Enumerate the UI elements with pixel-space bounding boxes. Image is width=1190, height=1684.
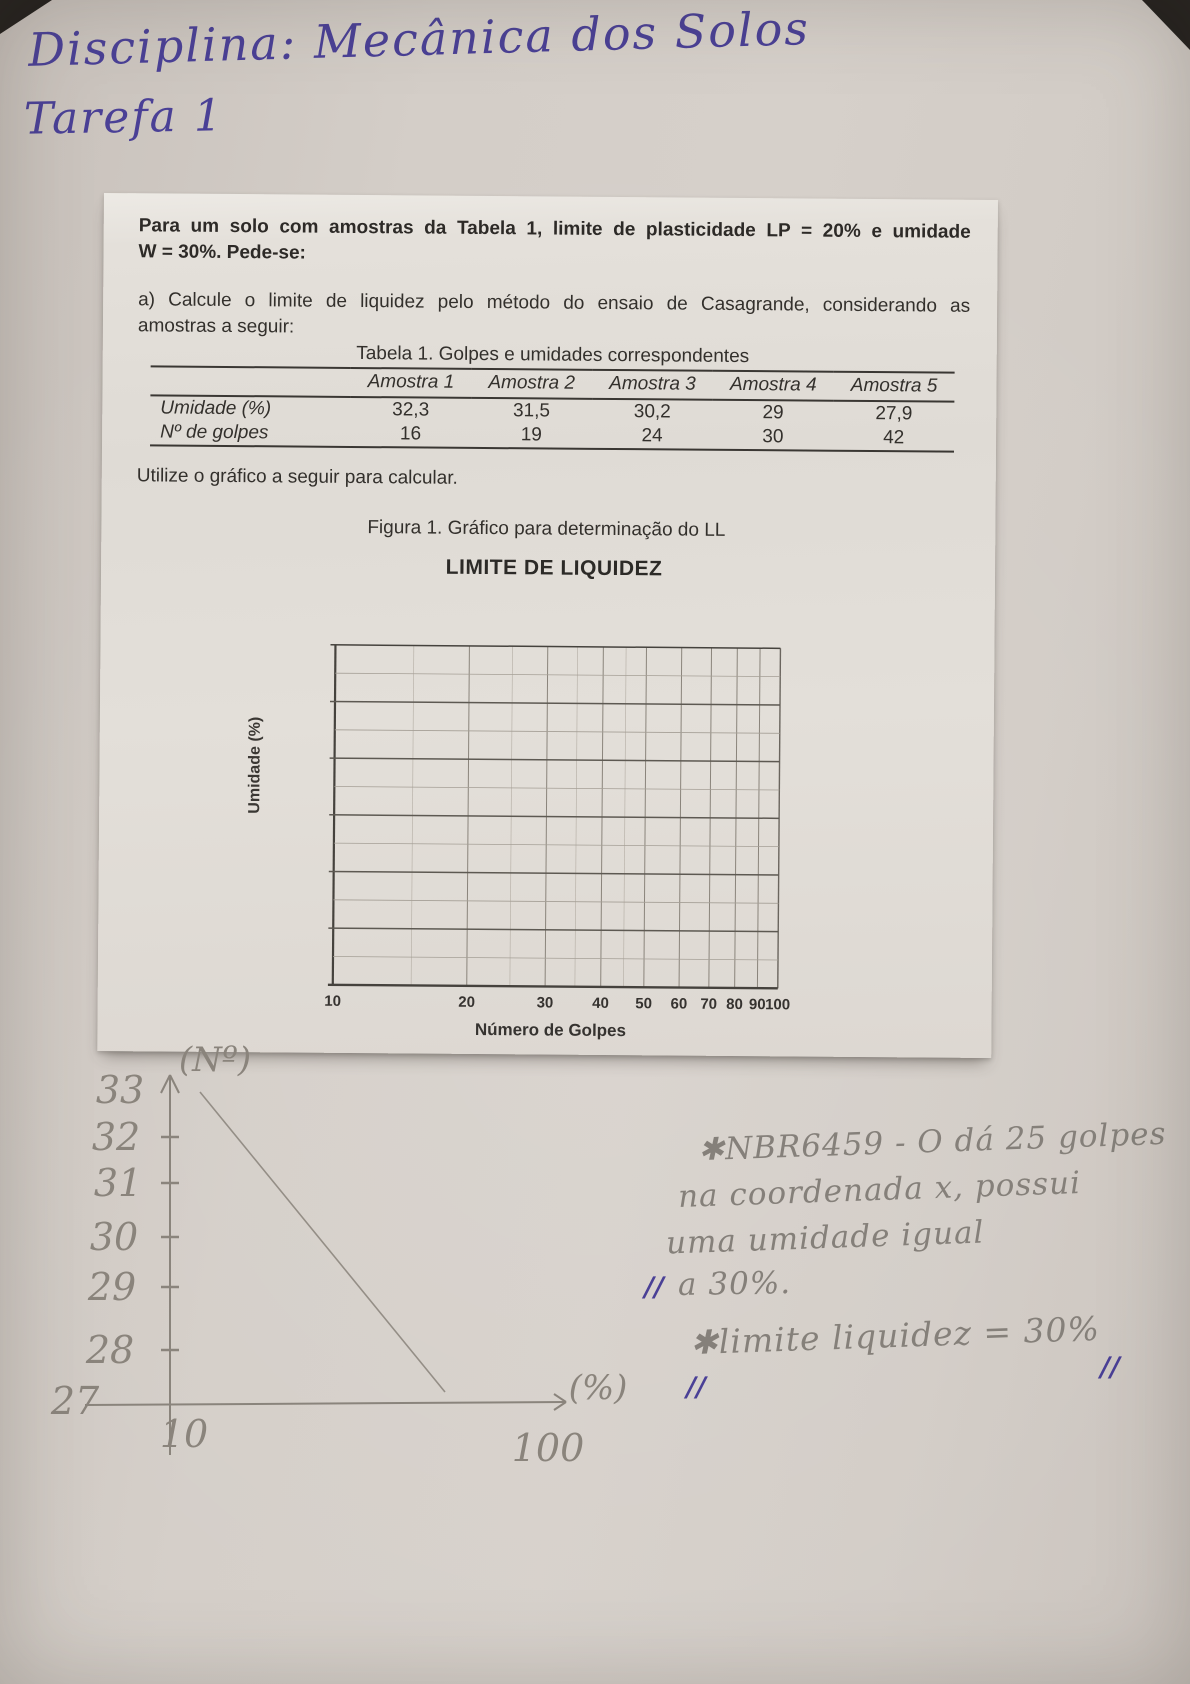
x-tick-label: 40: [592, 994, 609, 1012]
column-header: Amostra 2: [471, 369, 592, 399]
photo-corner-shadow-right: [1142, 0, 1190, 50]
column-header: Amostra 4: [713, 371, 834, 401]
table-cell: 42: [883, 427, 905, 449]
table-cell: 16: [399, 423, 422, 445]
x-tick-label: 50: [635, 995, 653, 1013]
x-tick-label: 70: [700, 995, 718, 1013]
pencil-note-line: ✱limite liquidez = 30%: [689, 1308, 1101, 1363]
x-tick-label: 90: [748, 996, 766, 1014]
hand-x-axis-label: (%): [568, 1368, 628, 1408]
x-tick-label: 80: [726, 995, 743, 1014]
chart-y-axis-label: Umidade (%): [246, 716, 264, 814]
row-label: Umidade (%): [160, 397, 272, 420]
grid-line: [329, 815, 779, 819]
column-header: Amostra 1: [350, 368, 471, 398]
semilog-grid-chart: [328, 640, 787, 996]
pencil-note-line: a 30%.: [677, 1265, 792, 1303]
table-cell: 29: [762, 402, 784, 424]
grid-line: [330, 758, 780, 762]
hand-y-tick-label: 31: [93, 1161, 143, 1205]
pencil-note-line: ✱NBR6459 - O dá 25 golpes: [697, 1115, 1168, 1169]
hand-y-tick-label: 29: [87, 1265, 137, 1309]
hand-graph-line: [200, 1092, 445, 1392]
row-label: Nº de golpes: [160, 421, 269, 444]
samples-table: [150, 365, 955, 452]
table-cell: 19: [520, 424, 542, 446]
printed-exercise-sheet: [97, 193, 998, 1058]
table-cell: 24: [641, 425, 663, 447]
table-cell: 32,3: [392, 399, 430, 421]
grid-line: [335, 673, 780, 676]
item-a-line-2: amostras a seguir:: [137, 315, 295, 338]
column-header-empty: [150, 366, 350, 397]
x-tick-label: 10: [324, 992, 342, 1010]
table-cell: 31,5: [512, 400, 551, 422]
handwritten-task-title: Tarefa 1: [23, 90, 225, 145]
column-header: Amostra 3: [592, 370, 713, 400]
figure-caption: Figura 1. Gráfico para determinação do LL: [367, 517, 726, 541]
check-mark: ∕∕: [1100, 1352, 1120, 1383]
chart-title: LIMITE DE LIQUIDEZ: [445, 555, 663, 581]
hand-graph-axes: [50, 1030, 730, 1500]
x-tick-label: 100: [765, 996, 791, 1014]
use-graph-text: Utilize o gráfico a seguir para calcular.: [136, 465, 458, 489]
grid-line: [330, 645, 780, 649]
grid-line: [335, 730, 780, 733]
grid-line: [328, 928, 778, 932]
hand-y-tick-label: 28: [85, 1328, 135, 1372]
table-cell: 27,9: [875, 403, 913, 425]
item-a-paragraph: [138, 287, 970, 346]
grid-line: [334, 786, 779, 789]
hand-y-tick-label: 33: [95, 1068, 145, 1112]
intro-line-1: Para um solo com amostras da Tabela 1, limite de plasticidade LP = 20% e umidade: [138, 215, 971, 243]
hand-drawn-graph: [50, 1030, 730, 1500]
grid-line: [333, 900, 778, 903]
table-row: [150, 420, 954, 451]
hand-x-tick-label: 100: [511, 1426, 585, 1470]
check-mark: ∕∕: [644, 1272, 664, 1303]
grid-line: [334, 843, 779, 846]
x-tick-label: 60: [670, 995, 688, 1013]
pencil-note-line: uma umidade igual: [665, 1214, 985, 1262]
check-mark: ∕∕: [686, 1372, 706, 1403]
samples-table-wrap: [150, 365, 955, 452]
x-tick-label: 30: [536, 994, 554, 1012]
intro-paragraph: [138, 213, 970, 272]
chart-x-axis-label: Número de Golpes: [474, 1019, 627, 1041]
chart-x-axis-ticks: [324, 992, 791, 1017]
hand-y-tick-label: 30: [89, 1215, 139, 1259]
x-tick-label: 20: [458, 993, 476, 1011]
column-header: Amostra 5: [834, 372, 955, 402]
pencil-note-line: na coordenada x, possui: [677, 1164, 1082, 1216]
hand-y-axis-label: (Nº): [178, 1040, 252, 1080]
table-caption: Tabela 1. Golpes e umidades correspondentes: [356, 342, 750, 368]
grid-line: [333, 956, 778, 959]
table-cell: 30: [762, 426, 784, 448]
grid-line: [329, 871, 779, 875]
grid-line: [328, 985, 778, 989]
hand-x-tick-label: 10: [159, 1412, 209, 1456]
table-cell: 30,2: [633, 401, 671, 423]
hand-y-tick-label: 27: [50, 1379, 100, 1423]
intro-line-2: W = 30%. Pede-se:: [138, 241, 306, 264]
hand-y-tick-label: 32: [91, 1115, 141, 1159]
grid-line: [330, 701, 780, 705]
item-a-line-1: a) Calcule o limite de liquidez pelo método do ensaio de Casagrande, considerando as: [138, 289, 971, 317]
handwritten-course-title: Disciplina: Mecânica dos Solos: [27, 1, 811, 77]
